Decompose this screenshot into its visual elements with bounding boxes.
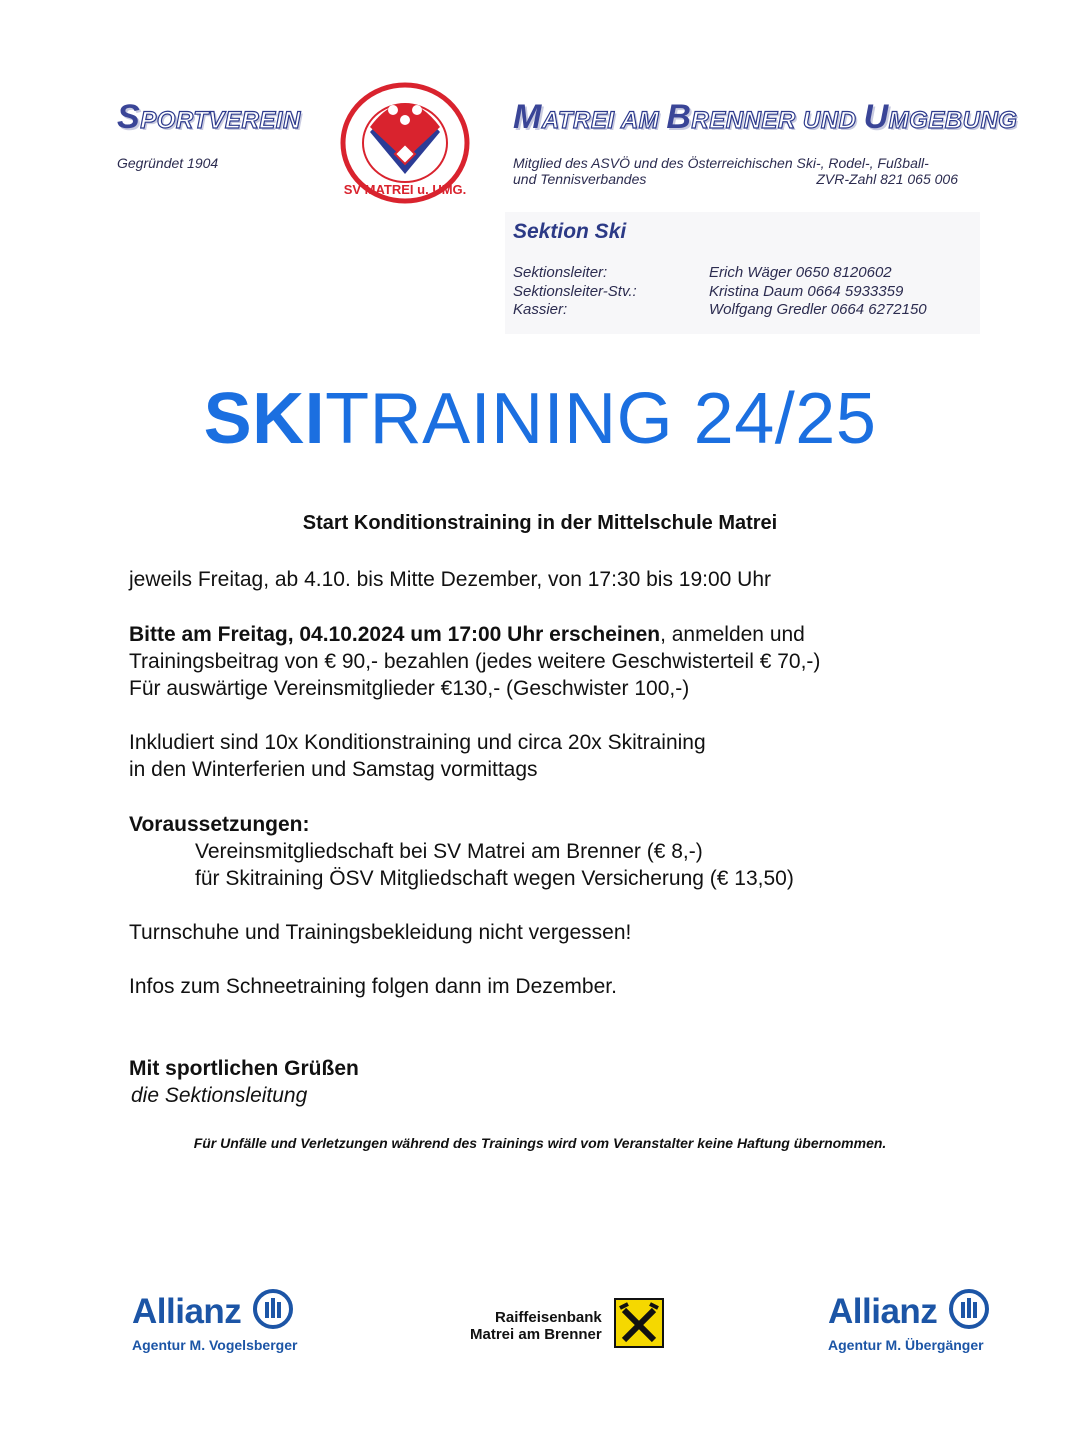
allianz-eagle-icon (948, 1288, 990, 1335)
reminder-text: Turnschuhe und Trainingsbekleidung nicht vergessen! (129, 921, 632, 944)
registration-date: Bitte am Freitag, 04.10.2024 um 17:00 Uhr erscheinen (129, 623, 661, 646)
liability-disclaimer: Für Unfälle und Verletzungen während des Trainings wird vom Veranstalter keine Haftung übernommen. (193, 1135, 887, 1151)
membership-line-1: Mitglied des ASVÖ und des Österreichischen Ski-, Rodel-, Fußball- (513, 155, 929, 171)
allianz-logo-text: Allianz (132, 1291, 242, 1331)
allianz-logo-text: Allianz (828, 1291, 938, 1331)
requirements-title: Voraussetzungen: (129, 813, 310, 836)
club-name-right (513, 98, 1017, 137)
membership-info (513, 155, 958, 187)
greeting: Mit sportlichen Grüßen (129, 1057, 359, 1080)
officials-list (513, 264, 927, 320)
zvr-number: ZVR-Zahl 821 065 006 (816, 171, 958, 187)
requirement-item: Vereinsmitgliedschaft bei SV Matrei am Brenner (€ 8,-) (195, 840, 703, 863)
club-name-sportverein: SPORTVEREIN (117, 98, 301, 136)
membership-line-2: und Tennisverbandes (513, 171, 647, 187)
fee-line: Trainingsbeitrag von € 90,- bezahlen (jedes weitere Geschwisterteil € 70,-) (129, 650, 821, 673)
allianz-agency-left: Agentur M. Vogelsberger (132, 1337, 298, 1353)
subheading: Start Konditionstraining in der Mittelschule Matrei (302, 512, 778, 534)
signature: die Sektionsleitung (131, 1084, 308, 1107)
club-name-left (117, 98, 301, 137)
included-paragraph: Inkludiert sind 10x Konditionstraining und circa 20x Skitraining in den Winterferien und Samstag vormittags (129, 731, 706, 781)
sponsor-allianz-left (132, 1288, 297, 1353)
sponsor-allianz-right (828, 1288, 990, 1353)
founded-year: Gegründet 1904 (117, 155, 219, 171)
schedule-text: jeweils Freitag, ab 4.10. bis Mitte Dezember, von 17:30 bis 19:00 Uhr (129, 568, 771, 591)
section-title: Sektion Ski (513, 220, 627, 243)
club-name-matrei: MATREI AM BRENNER UND UMGEBUNG (513, 98, 1018, 136)
raiffeisen-name: Raiffeisenbank Matrei am Brenner (470, 1308, 602, 1343)
logo-text: SV MATREI u. UMG. (343, 182, 467, 197)
allianz-agency-right: Agentur M. Übergänger (828, 1337, 984, 1353)
official-row: Sektionsleiter: Erich Wäger 0650 8120602 (513, 264, 892, 281)
official-row: Sektionsleiter-Stv.: Kristina Daum 0664 5933359 (513, 282, 904, 300)
club-logo (340, 82, 470, 204)
official-row: Kassier: Wolfgang Gredler 0664 6272150 (513, 301, 927, 318)
requirements-section (129, 811, 794, 892)
registration-paragraph: Bitte am Freitag, 04.10.2024 um 17:00 Uhr erscheinen, anmelden und Trainingsbeitrag von € 90,- bezahlen (jedes weitere Geschwisterteil € 70,-) Für auswärtige Vereinsmitglieder €130,- (Geschwister 100,-) (129, 623, 821, 700)
raiffeisen-gable-icon (614, 1298, 664, 1353)
requirement-item: für Skitraining ÖSV Mitgliedschaft wegen Versicherung (€ 13,50) (195, 867, 794, 890)
allianz-eagle-icon (252, 1288, 294, 1335)
closing (129, 1055, 359, 1109)
sponsor-raiffeisen (470, 1298, 664, 1353)
snow-info-text: Infos zum Schneetraining folgen dann im Dezember. (129, 975, 617, 998)
page-title: SKITRAINING 24/25 (203, 379, 877, 459)
external-fee-line: Für auswärtige Vereinsmitglieder €130,- (Geschwister 100,-) (129, 677, 690, 700)
